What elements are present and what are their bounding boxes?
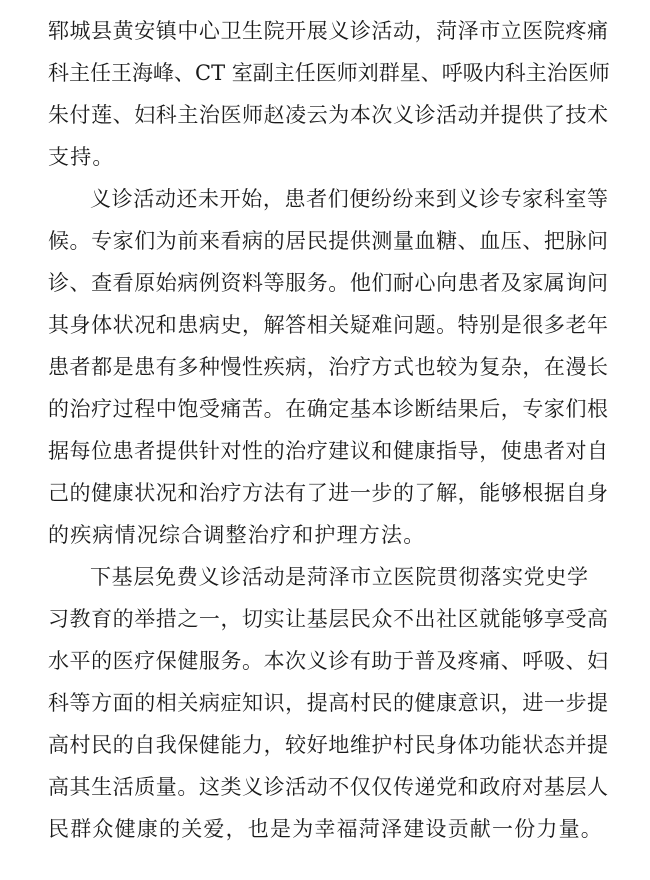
paragraph-2-line-9: 的疾病情况综合调整治疗和护理方法。 [48,523,426,547]
paragraph-1-line-2: 科主任王海峰、CT 室副主任医师刘群星、呼吸内科主治医师 [48,61,610,85]
paragraph-2-line-6: 的治疗过程中饱受痛苦。在确定基本诊断结果后，专家们根 [48,397,608,421]
paragraph-3-line-1: 下基层免费义诊活动是菏泽市立医院贯彻落实党史学 [90,565,588,589]
paragraph-3-line-3: 水平的医疗保健服务。本次义诊有助于普及疼痛、呼吸、妇 [48,649,608,673]
paragraph-1-line-1: 郓城县黄安镇中心卫生院开展义诊活动，菏泽市立医院疼痛 [48,19,608,43]
paragraph-2-line-1: 义诊活动还未开始，患者们便纷纷来到义诊专家科室等 [90,187,608,211]
paragraph-1-line-3: 朱付莲、妇科主治医师赵凌云为本次义诊活动并提供了技术 [48,103,608,127]
paragraph-2-line-8: 己的健康状况和治疗方法有了进一步的了解，能够根据自身 [48,481,608,505]
paragraph-3-line-5: 高村民的自我保健能力，较好地维护村民身体功能状态并提 [48,733,608,757]
paragraph-2-line-5: 患者都是患有多种慢性疾病，治疗方式也较为复杂，在漫长 [48,355,608,379]
paragraph-1-line-4: 支持。 [48,145,115,169]
paragraph-2-line-4: 其身体状况和患病史，解答相关疑难问题。特别是很多老年 [48,313,608,337]
paragraph-2-line-3: 诊、查看原始病例资料等服务。他们耐心向患者及家属询问 [48,271,608,295]
paragraph-2-line-2: 候。专家们为前来看病的居民提供测量血糖、血压、把脉问 [48,229,608,253]
paragraph-3-line-6: 高其生活质量。这类义诊活动不仅仅传递党和政府对基层人 [48,775,608,799]
paragraph-3-line-2: 习教育的举措之一，切实让基层民众不出社区就能够享受高 [48,607,608,631]
paragraph-3-line-4: 科等方面的相关病症知识，提高村民的健康意识，进一步提 [48,691,608,715]
paragraph-2-line-7: 据每位患者提供针对性的治疗建议和健康指导，使患者对自 [48,439,608,463]
paragraph-3-line-7: 民群众健康的关爱，也是为幸福菏泽建设贡献一份力量。 [48,817,603,841]
